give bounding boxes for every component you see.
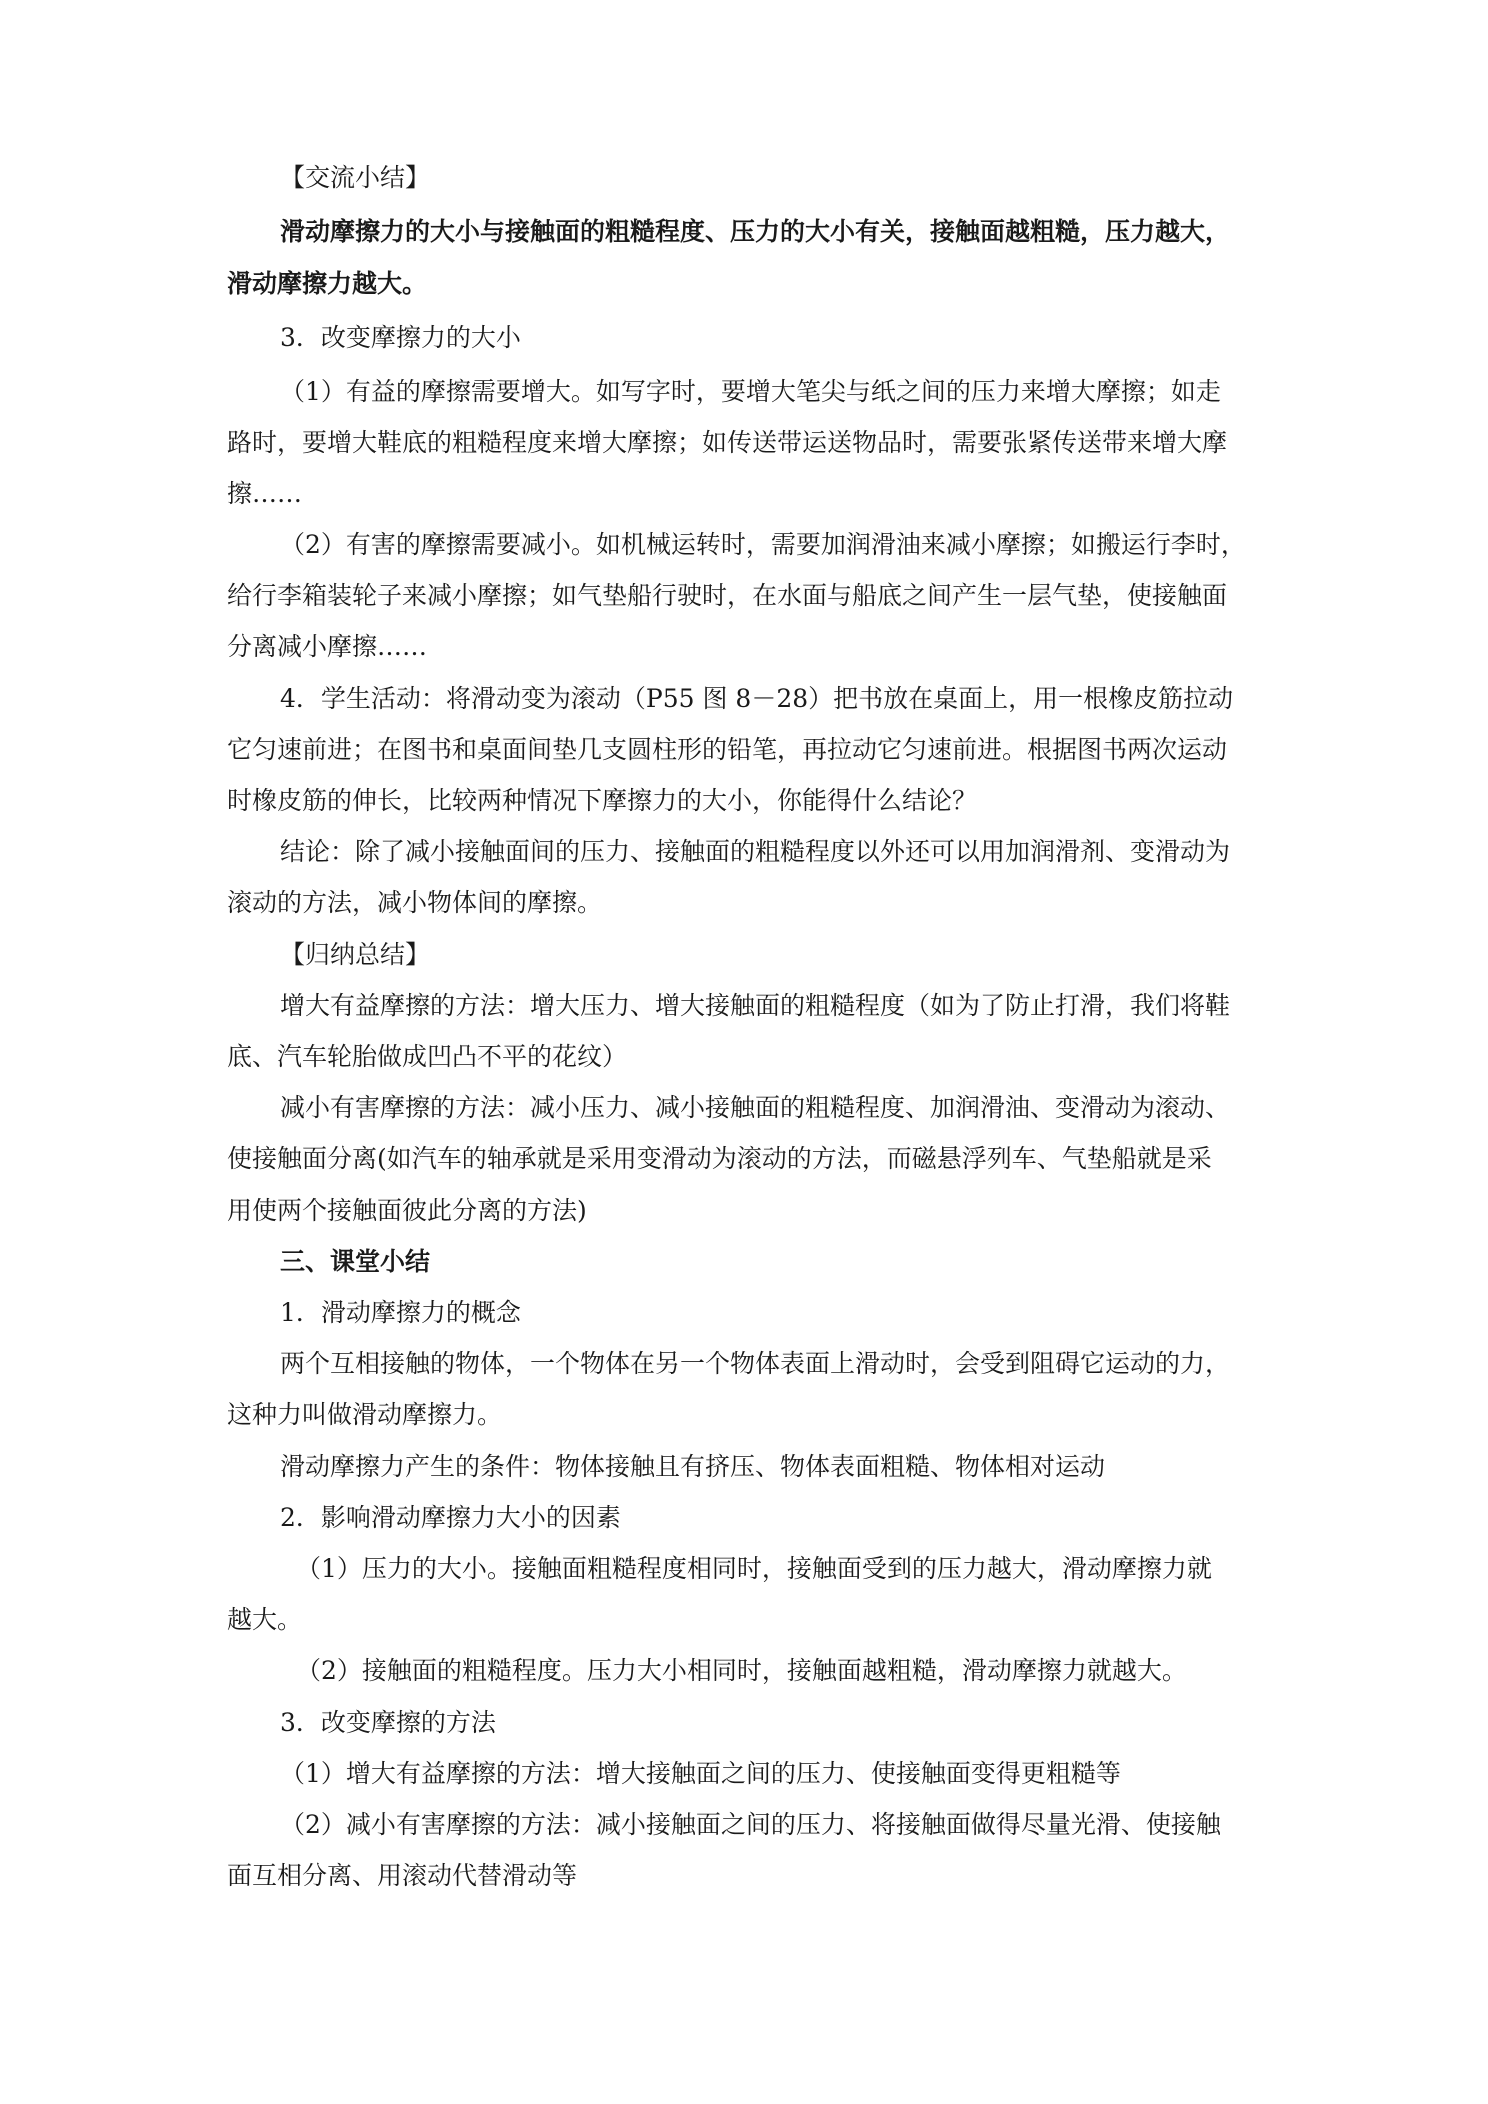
paragraph-line: （2）减小有害摩擦的方法：减小接触面之间的压力、将接触面做得尽量光滑、使接触 [280, 1810, 1221, 1839]
paragraph-line: 时橡皮筋的伸长，比较两种情况下摩擦力的大小，你能得什么结论？ [227, 786, 978, 815]
paragraph-line: 4．学生活动：将滑动变为滚动（P55 图 8－28）把书放在桌面上，用一根橡皮筋拉动 [280, 684, 1234, 713]
paragraph-line: （2）接触面的粗糙程度。压力大小相同时，接触面越粗糙，滑动摩擦力就越大。 [296, 1656, 1187, 1685]
paragraph-line: 擦…… [227, 479, 303, 508]
section-heading: 2．影响滑动摩擦力大小的因素 [280, 1503, 621, 1532]
heading-class-summary: 三、课堂小结 [280, 1247, 431, 1276]
paragraph-line: 越大。 [227, 1605, 303, 1634]
paragraph-line: 使接触面分离(如汽车的轴承就是采用变滑动为滚动的方法，而磁悬浮列车、气垫船就是采 [227, 1144, 1212, 1173]
paragraph-line: 结论：除了减小接触面间的压力、接触面的粗糙程度以外还可以用加润滑剂、变滑动为 [280, 837, 1231, 866]
paragraph-line: 面互相分离、用滚动代替滑动等 [227, 1861, 578, 1890]
paragraph-line: （1）增大有益摩擦的方法：增大接触面之间的压力、使接触面变得更粗糙等 [280, 1759, 1121, 1788]
paragraph-line: 增大有益摩擦的方法：增大压力、增大接触面的粗糙程度（如为了防止打滑，我们将鞋 [280, 991, 1231, 1020]
paragraph-line: 它匀速前进；在图书和桌面间垫几支圆柱形的铅笔，再拉动它匀速前进。根据图书两次运动 [227, 735, 1228, 764]
paragraph-line: 分离减小摩擦…… [227, 632, 428, 661]
section-heading: 3．改变摩擦的方法 [280, 1708, 496, 1737]
bold-conclusion: 滑动摩擦力的大小与接触面的粗糙程度、压力的大小有关，接触面越粗糙，压力越大， [280, 217, 1231, 246]
heading-exchange-summary: 【交流小结】 [280, 163, 431, 192]
paragraph-line: 用使两个接触面彼此分离的方法) [227, 1196, 587, 1225]
paragraph-line: （1）有益的摩擦需要增大。如写字时，要增大笔尖与纸之间的压力来增大摩擦；如走 [280, 377, 1221, 406]
paragraph-line: 给行李箱装轮子来减小摩擦；如气垫船行驶时，在水面与船底之间产生一层气垫，使接触面 [227, 581, 1228, 610]
section-heading: 1．滑动摩擦力的概念 [280, 1298, 521, 1327]
section-heading: 3．改变摩擦力的大小 [280, 323, 521, 352]
paragraph-line: 这种力叫做滑动摩擦力。 [227, 1400, 503, 1429]
paragraph-line: （1）压力的大小。接触面粗糙程度相同时，接触面受到的压力越大，滑动摩擦力就 [296, 1554, 1212, 1583]
paragraph-line: （2）有害的摩擦需要减小。如机械运转时，需要加润滑油来减小摩擦；如搬运行李时， [280, 530, 1246, 559]
paragraph-line: 滑动摩擦力产生的条件：物体接触且有挤压、物体表面粗糙、物体相对运动 [280, 1452, 1106, 1481]
paragraph-line: 两个互相接触的物体，一个物体在另一个物体表面上滑动时，会受到阻碍它运动的力， [280, 1349, 1231, 1378]
paragraph-line: 减小有害摩擦的方法：减小压力、减小接触面的粗糙程度、加润滑油、变滑动为滚动、 [280, 1093, 1231, 1122]
paragraph-line: 底、汽车轮胎做成凹凸不平的花纹） [227, 1042, 628, 1071]
bold-conclusion: 滑动摩擦力越大。 [227, 269, 428, 298]
paragraph-line: 路时，要增大鞋底的粗糙程度来增大摩擦；如传送带运送物品时，需要张紧传送带来增大摩 [227, 428, 1228, 457]
paragraph-line: 滚动的方法，减小物体间的摩擦。 [227, 888, 603, 917]
heading-induction-summary: 【归纳总结】 [280, 940, 431, 969]
